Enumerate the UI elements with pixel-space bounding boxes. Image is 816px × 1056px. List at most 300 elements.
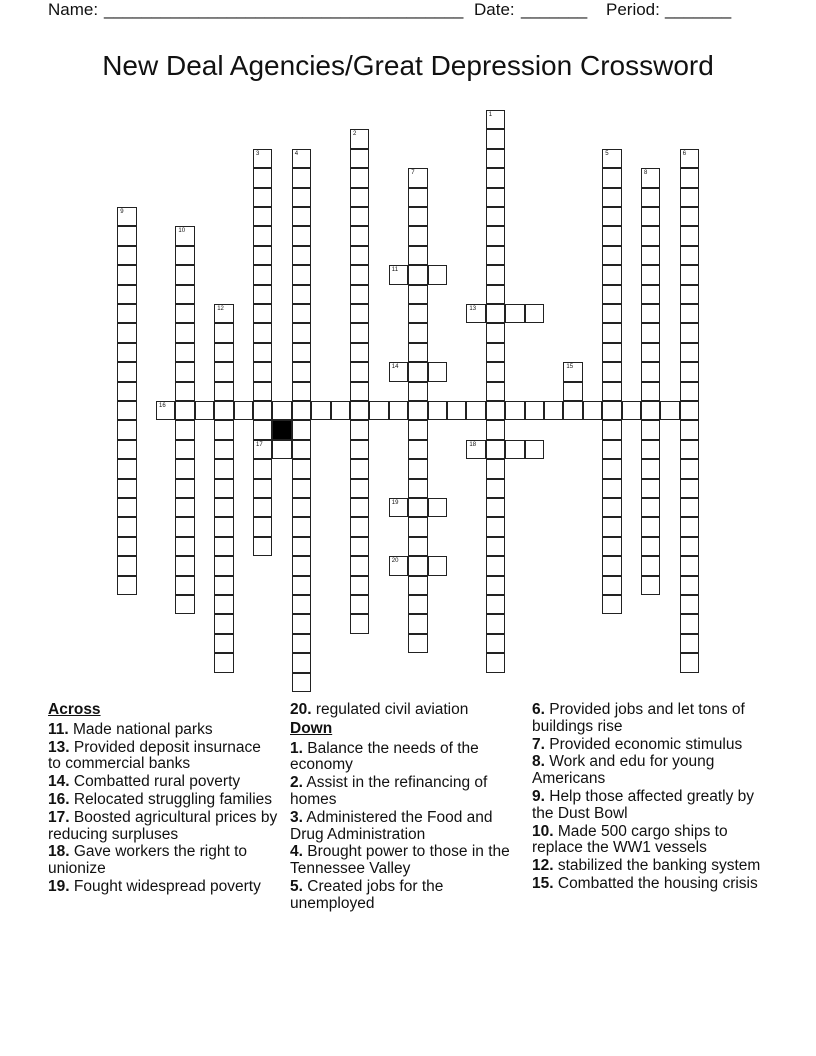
- crossword-cell[interactable]: [408, 401, 427, 420]
- crossword-cell[interactable]: [680, 285, 699, 304]
- crossword-cell[interactable]: [292, 401, 311, 420]
- crossword-cell[interactable]: [525, 440, 544, 459]
- crossword-cell[interactable]: [292, 168, 311, 187]
- crossword-cell[interactable]: [117, 207, 136, 226]
- crossword-cell[interactable]: [117, 440, 136, 459]
- crossword-cell[interactable]: [350, 362, 369, 381]
- crossword-cell[interactable]: [680, 479, 699, 498]
- crossword-cell[interactable]: [680, 556, 699, 575]
- crossword-cell[interactable]: [428, 401, 447, 420]
- crossword-cell[interactable]: [175, 226, 194, 245]
- crossword-cell[interactable]: [680, 634, 699, 653]
- crossword-cell[interactable]: [253, 246, 272, 265]
- crossword-cell[interactable]: [117, 576, 136, 595]
- crossword-cell[interactable]: [175, 401, 194, 420]
- crossword-cell[interactable]: [214, 362, 233, 381]
- crossword-cell[interactable]: [641, 401, 660, 420]
- crossword-cell[interactable]: [680, 614, 699, 633]
- crossword-cell[interactable]: [117, 362, 136, 381]
- crossword-cell[interactable]: [214, 595, 233, 614]
- crossword-cell[interactable]: [214, 556, 233, 575]
- crossword-cell[interactable]: [641, 168, 660, 187]
- crossword-cell[interactable]: [408, 634, 427, 653]
- crossword-cell[interactable]: [641, 556, 660, 575]
- crossword-cell[interactable]: [350, 459, 369, 478]
- crossword-cell[interactable]: [602, 517, 621, 536]
- crossword-cell[interactable]: [486, 285, 505, 304]
- crossword-cell[interactable]: [680, 323, 699, 342]
- crossword-cell[interactable]: [486, 129, 505, 148]
- crossword-cell[interactable]: [253, 323, 272, 342]
- crossword-cell[interactable]: [253, 537, 272, 556]
- crossword-cell[interactable]: [408, 207, 427, 226]
- crossword-cell[interactable]: [117, 265, 136, 284]
- crossword-cell[interactable]: [292, 595, 311, 614]
- crossword-cell[interactable]: [602, 440, 621, 459]
- crossword-cell[interactable]: [641, 362, 660, 381]
- crossword-cell[interactable]: [486, 653, 505, 672]
- crossword-cell[interactable]: [292, 188, 311, 207]
- crossword-cell[interactable]: [641, 207, 660, 226]
- crossword-cell[interactable]: [292, 304, 311, 323]
- crossword-cell[interactable]: [505, 401, 524, 420]
- crossword-cell[interactable]: [680, 265, 699, 284]
- crossword-cell[interactable]: [214, 537, 233, 556]
- crossword-cell[interactable]: [505, 304, 524, 323]
- crossword-cell[interactable]: [602, 595, 621, 614]
- crossword-cell[interactable]: [408, 226, 427, 245]
- crossword-cell[interactable]: [680, 207, 699, 226]
- crossword-cell[interactable]: [292, 537, 311, 556]
- crossword-cell[interactable]: [428, 265, 447, 284]
- crossword-cell[interactable]: [175, 265, 194, 284]
- crossword-cell[interactable]: [680, 653, 699, 672]
- crossword-cell[interactable]: [680, 537, 699, 556]
- crossword-cell[interactable]: [447, 401, 466, 420]
- crossword-cell[interactable]: [602, 323, 621, 342]
- crossword-cell[interactable]: [602, 556, 621, 575]
- crossword-cell[interactable]: [602, 265, 621, 284]
- crossword-cell[interactable]: [641, 382, 660, 401]
- crossword-cell[interactable]: [486, 576, 505, 595]
- crossword-cell[interactable]: [175, 420, 194, 439]
- crossword-cell[interactable]: [408, 537, 427, 556]
- crossword-cell[interactable]: [525, 304, 544, 323]
- crossword-cell[interactable]: [641, 498, 660, 517]
- crossword-cell[interactable]: [350, 479, 369, 498]
- crossword-cell[interactable]: [408, 343, 427, 362]
- crossword-cell[interactable]: [466, 440, 485, 459]
- crossword-cell[interactable]: [117, 537, 136, 556]
- crossword-cell[interactable]: [680, 343, 699, 362]
- crossword-cell[interactable]: [292, 634, 311, 653]
- crossword-cell[interactable]: [641, 285, 660, 304]
- crossword-cell[interactable]: [350, 343, 369, 362]
- crossword-cell[interactable]: [389, 265, 408, 284]
- crossword-cell[interactable]: [641, 226, 660, 245]
- crossword-cell[interactable]: [641, 304, 660, 323]
- name-blank[interactable]: ______________________________________: [104, 0, 464, 19]
- crossword-cell[interactable]: [486, 634, 505, 653]
- crossword-cell[interactable]: [486, 498, 505, 517]
- crossword-cell[interactable]: [214, 653, 233, 672]
- crossword-cell[interactable]: [292, 207, 311, 226]
- crossword-cell[interactable]: [117, 323, 136, 342]
- crossword-cell[interactable]: [680, 498, 699, 517]
- crossword-cell[interactable]: [680, 382, 699, 401]
- crossword-cell[interactable]: [389, 362, 408, 381]
- crossword-cell[interactable]: [369, 401, 388, 420]
- crossword-cell[interactable]: [253, 207, 272, 226]
- crossword-cell[interactable]: [680, 576, 699, 595]
- crossword-cell[interactable]: [466, 401, 485, 420]
- crossword-cell[interactable]: [117, 401, 136, 420]
- crossword-cell[interactable]: [117, 226, 136, 245]
- crossword-cell[interactable]: [486, 226, 505, 245]
- crossword-cell[interactable]: [525, 401, 544, 420]
- crossword-cell[interactable]: [680, 246, 699, 265]
- crossword-cell[interactable]: [175, 556, 194, 575]
- crossword-cell[interactable]: [641, 323, 660, 342]
- crossword-cell[interactable]: [175, 479, 194, 498]
- crossword-cell[interactable]: [175, 537, 194, 556]
- crossword-cell[interactable]: [350, 188, 369, 207]
- crossword-cell[interactable]: [641, 537, 660, 556]
- crossword-cell[interactable]: [292, 265, 311, 284]
- crossword-cell[interactable]: [234, 401, 253, 420]
- crossword-cell[interactable]: [175, 382, 194, 401]
- crossword-cell[interactable]: [117, 517, 136, 536]
- crossword-cell[interactable]: [292, 149, 311, 168]
- crossword-cell[interactable]: [350, 440, 369, 459]
- crossword-cell[interactable]: [466, 304, 485, 323]
- crossword-cell[interactable]: [253, 265, 272, 284]
- crossword-cell[interactable]: [253, 226, 272, 245]
- crossword-cell[interactable]: [253, 168, 272, 187]
- crossword-cell[interactable]: [602, 459, 621, 478]
- crossword-cell[interactable]: [408, 168, 427, 187]
- crossword-cell[interactable]: [680, 226, 699, 245]
- crossword-cell[interactable]: [408, 517, 427, 536]
- crossword-cell[interactable]: [214, 401, 233, 420]
- crossword-cell[interactable]: [253, 517, 272, 536]
- crossword-cell[interactable]: [408, 556, 427, 575]
- crossword-cell[interactable]: [214, 323, 233, 342]
- crossword-cell[interactable]: [156, 401, 175, 420]
- crossword-cell[interactable]: [641, 517, 660, 536]
- crossword-cell[interactable]: [350, 265, 369, 284]
- period-blank[interactable]: _______: [665, 0, 732, 19]
- crossword-cell[interactable]: [253, 285, 272, 304]
- crossword-cell[interactable]: [175, 304, 194, 323]
- crossword-cell[interactable]: [214, 479, 233, 498]
- crossword-cell[interactable]: [486, 246, 505, 265]
- crossword-cell[interactable]: [272, 401, 291, 420]
- crossword-cell[interactable]: [292, 673, 311, 692]
- crossword-cell[interactable]: [253, 188, 272, 207]
- crossword-cell[interactable]: [408, 382, 427, 401]
- date-blank[interactable]: _______: [521, 0, 588, 19]
- crossword-cell[interactable]: [117, 343, 136, 362]
- crossword-cell[interactable]: [680, 304, 699, 323]
- crossword-cell[interactable]: [253, 459, 272, 478]
- crossword-cell[interactable]: [641, 459, 660, 478]
- crossword-cell[interactable]: [350, 576, 369, 595]
- crossword-cell[interactable]: [408, 459, 427, 478]
- crossword-cell[interactable]: [408, 614, 427, 633]
- crossword-cell[interactable]: [408, 265, 427, 284]
- crossword-cell[interactable]: [680, 401, 699, 420]
- crossword-cell[interactable]: [602, 576, 621, 595]
- crossword-cell[interactable]: [175, 323, 194, 342]
- crossword-cell[interactable]: [350, 226, 369, 245]
- crossword-cell[interactable]: [641, 576, 660, 595]
- crossword-cell[interactable]: [602, 246, 621, 265]
- crossword-cell[interactable]: [428, 556, 447, 575]
- crossword-cell[interactable]: [602, 226, 621, 245]
- crossword-cell[interactable]: [292, 459, 311, 478]
- crossword-cell[interactable]: [505, 440, 524, 459]
- crossword-cell[interactable]: [292, 343, 311, 362]
- crossword-cell[interactable]: [253, 401, 272, 420]
- crossword-cell[interactable]: [214, 420, 233, 439]
- crossword-cell[interactable]: [602, 149, 621, 168]
- crossword-cell[interactable]: [253, 498, 272, 517]
- crossword-cell[interactable]: [641, 420, 660, 439]
- crossword-cell[interactable]: [486, 440, 505, 459]
- crossword-cell[interactable]: [408, 479, 427, 498]
- crossword-cell[interactable]: [486, 207, 505, 226]
- crossword-cell[interactable]: [680, 188, 699, 207]
- crossword-cell[interactable]: [486, 459, 505, 478]
- crossword-cell[interactable]: [680, 362, 699, 381]
- crossword-cell[interactable]: [486, 595, 505, 614]
- crossword-cell[interactable]: [602, 168, 621, 187]
- crossword-cell[interactable]: [680, 168, 699, 187]
- crossword-cell[interactable]: [214, 634, 233, 653]
- crossword-cell[interactable]: [253, 343, 272, 362]
- crossword-cell[interactable]: [292, 323, 311, 342]
- crossword-cell[interactable]: [117, 459, 136, 478]
- crossword-cell[interactable]: [292, 576, 311, 595]
- crossword-cell[interactable]: [408, 323, 427, 342]
- crossword-cell[interactable]: [486, 343, 505, 362]
- crossword-cell[interactable]: [486, 188, 505, 207]
- crossword-cell[interactable]: [292, 517, 311, 536]
- crossword-cell[interactable]: [292, 614, 311, 633]
- crossword-cell[interactable]: [350, 323, 369, 342]
- crossword-cell[interactable]: [408, 188, 427, 207]
- crossword-cell[interactable]: [350, 517, 369, 536]
- crossword-cell[interactable]: [214, 382, 233, 401]
- crossword-cell[interactable]: [214, 343, 233, 362]
- crossword-cell[interactable]: [680, 440, 699, 459]
- crossword-cell[interactable]: [350, 537, 369, 556]
- crossword-cell[interactable]: [117, 556, 136, 575]
- crossword-cell[interactable]: [428, 498, 447, 517]
- crossword-cell[interactable]: [641, 440, 660, 459]
- crossword-cell[interactable]: [253, 149, 272, 168]
- crossword-cell[interactable]: [602, 420, 621, 439]
- crossword-cell[interactable]: [175, 595, 194, 614]
- crossword-cell[interactable]: [292, 362, 311, 381]
- crossword-cell[interactable]: [486, 362, 505, 381]
- crossword-cell[interactable]: [350, 498, 369, 517]
- crossword-cell[interactable]: [602, 362, 621, 381]
- crossword-cell[interactable]: [389, 498, 408, 517]
- crossword-cell[interactable]: [486, 323, 505, 342]
- crossword-cell[interactable]: [253, 420, 272, 439]
- crossword-cell[interactable]: [680, 595, 699, 614]
- crossword-cell[interactable]: [350, 285, 369, 304]
- crossword-cell[interactable]: [563, 401, 582, 420]
- crossword-cell[interactable]: [408, 285, 427, 304]
- crossword-cell[interactable]: [214, 576, 233, 595]
- crossword-cell[interactable]: [350, 420, 369, 439]
- crossword-cell[interactable]: [641, 188, 660, 207]
- crossword-cell[interactable]: [486, 401, 505, 420]
- crossword-cell[interactable]: [486, 614, 505, 633]
- crossword-cell[interactable]: [350, 207, 369, 226]
- crossword-cell[interactable]: [602, 498, 621, 517]
- crossword-cell[interactable]: [486, 537, 505, 556]
- crossword-cell[interactable]: [350, 595, 369, 614]
- crossword-cell[interactable]: [602, 285, 621, 304]
- crossword-cell[interactable]: [680, 517, 699, 536]
- crossword-cell[interactable]: [253, 304, 272, 323]
- crossword-cell[interactable]: [214, 304, 233, 323]
- crossword-cell[interactable]: [486, 110, 505, 129]
- crossword-cell[interactable]: [680, 149, 699, 168]
- crossword-cell[interactable]: [486, 517, 505, 536]
- crossword-cell[interactable]: [292, 653, 311, 672]
- crossword-cell[interactable]: [117, 246, 136, 265]
- crossword-cell[interactable]: [350, 401, 369, 420]
- crossword-cell[interactable]: [214, 614, 233, 633]
- crossword-cell[interactable]: [563, 382, 582, 401]
- crossword-cell[interactable]: [486, 556, 505, 575]
- crossword-cell[interactable]: [214, 517, 233, 536]
- crossword-cell[interactable]: [292, 382, 311, 401]
- clue-down-9: 9. Help those affected greatly by the Dust Bowl: [532, 787, 755, 822]
- crossword-cell[interactable]: [272, 440, 291, 459]
- crossword-cell[interactable]: [214, 440, 233, 459]
- crossword-cell[interactable]: [253, 440, 272, 459]
- crossword-cell[interactable]: [408, 576, 427, 595]
- crossword-cell[interactable]: [486, 149, 505, 168]
- crossword-cell[interactable]: [680, 420, 699, 439]
- crossword-cell[interactable]: [389, 556, 408, 575]
- crossword-cell[interactable]: [408, 362, 427, 381]
- crossword-cell[interactable]: [253, 382, 272, 401]
- crossword-cell[interactable]: [175, 362, 194, 381]
- crossword-cell[interactable]: [350, 168, 369, 187]
- crossword-cell[interactable]: [602, 343, 621, 362]
- crossword-cell[interactable]: [602, 382, 621, 401]
- crossword-cell[interactable]: [641, 246, 660, 265]
- crossword-cell[interactable]: [331, 401, 350, 420]
- crossword-cell[interactable]: [214, 459, 233, 478]
- crossword-cell[interactable]: [428, 362, 447, 381]
- crossword-cell[interactable]: [175, 498, 194, 517]
- crossword-cell[interactable]: [292, 420, 311, 439]
- crossword-cell[interactable]: [253, 479, 272, 498]
- crossword-cell[interactable]: [486, 304, 505, 323]
- crossword-cell[interactable]: [408, 246, 427, 265]
- crossword-cell[interactable]: [350, 149, 369, 168]
- crossword-cell[interactable]: [660, 401, 679, 420]
- crossword-cell[interactable]: [408, 440, 427, 459]
- crossword-cell[interactable]: [350, 614, 369, 633]
- crossword-cell[interactable]: [408, 304, 427, 323]
- crossword-cell[interactable]: [175, 440, 194, 459]
- crossword-cell[interactable]: [622, 401, 641, 420]
- crossword-cell[interactable]: [602, 479, 621, 498]
- crossword-cell[interactable]: [602, 537, 621, 556]
- crossword-cell[interactable]: [175, 285, 194, 304]
- crossword-cell[interactable]: [175, 459, 194, 478]
- crossword-cell[interactable]: [350, 129, 369, 148]
- crossword-cell[interactable]: [292, 498, 311, 517]
- crossword-cell[interactable]: [350, 246, 369, 265]
- crossword-cell[interactable]: [117, 498, 136, 517]
- crossword-cell[interactable]: [292, 479, 311, 498]
- crossword-cell[interactable]: [486, 420, 505, 439]
- crossword-cell[interactable]: [292, 285, 311, 304]
- crossword-cell[interactable]: [641, 479, 660, 498]
- crossword-cell[interactable]: [602, 401, 621, 420]
- crossword-cell[interactable]: [292, 226, 311, 245]
- crossword-cell[interactable]: [175, 576, 194, 595]
- crossword-cell[interactable]: [175, 246, 194, 265]
- crossword-cell[interactable]: [408, 420, 427, 439]
- crossword-cell[interactable]: [117, 285, 136, 304]
- crossword-cell[interactable]: [117, 304, 136, 323]
- crossword-cell[interactable]: [486, 265, 505, 284]
- crossword-cell[interactable]: [389, 401, 408, 420]
- crossword-cell[interactable]: [544, 401, 563, 420]
- crossword-cell[interactable]: [486, 168, 505, 187]
- crossword-cell[interactable]: [602, 188, 621, 207]
- crossword-cell[interactable]: [292, 556, 311, 575]
- crossword-cell[interactable]: [641, 265, 660, 284]
- crossword-cell[interactable]: [292, 246, 311, 265]
- crossword-cell[interactable]: [175, 343, 194, 362]
- crossword-cell[interactable]: [602, 304, 621, 323]
- crossword-cell[interactable]: [117, 382, 136, 401]
- crossword-cell[interactable]: [214, 498, 233, 517]
- crossword-cell[interactable]: [350, 556, 369, 575]
- crossword-cell[interactable]: [292, 440, 311, 459]
- crossword-cell[interactable]: [408, 498, 427, 517]
- crossword-cell[interactable]: [486, 479, 505, 498]
- crossword-cell[interactable]: [350, 382, 369, 401]
- crossword-cell[interactable]: [563, 362, 582, 381]
- crossword-cell[interactable]: [583, 401, 602, 420]
- crossword-cell[interactable]: [602, 207, 621, 226]
- crossword-cell[interactable]: [641, 343, 660, 362]
- crossword-cell[interactable]: [117, 420, 136, 439]
- crossword-cell[interactable]: [486, 382, 505, 401]
- crossword-cell[interactable]: [311, 401, 330, 420]
- crossword-cell[interactable]: [195, 401, 214, 420]
- crossword-cell[interactable]: [680, 459, 699, 478]
- crossword-cell[interactable]: [350, 304, 369, 323]
- crossword-cell[interactable]: [408, 595, 427, 614]
- crossword-cell[interactable]: [175, 517, 194, 536]
- crossword-cell[interactable]: [253, 362, 272, 381]
- crossword-cell[interactable]: [117, 479, 136, 498]
